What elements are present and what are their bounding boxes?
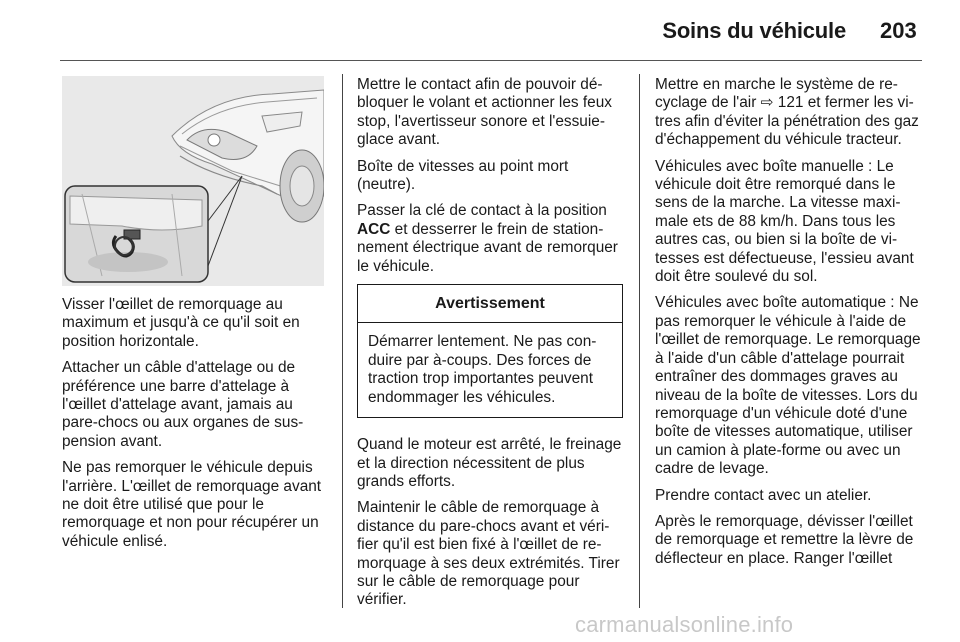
acc-label: ACC: [357, 220, 391, 238]
text-span: 121 et fermer les vitres afin d'éviter la pénétration des gaz d'échappement du véhicule tracteur.: [655, 94, 919, 149]
text-span: Passer la clé de contact à la position: [357, 202, 607, 220]
paragraph: Mettre le contact afin de pouvoir débloquer le volant et actionner les feux stop, l'avertisseur sonore et l'essuie-glace avant.: [357, 76, 612, 149]
paragraph: Attacher un câble d'attelage ou de préférence une barre d'attelage à l'œillet d'attelage avant, jamais au pare-chocs ou aux organes de suspension avant.: [62, 359, 304, 450]
text-span: et desserrer le frein de stationnement électrique avant de remorquer le véhicule.: [357, 220, 618, 275]
warning-title: Avertissement: [358, 285, 622, 323]
column-divider: [342, 74, 343, 608]
paragraph: Boîte de vitesses au point mort (neutre).: [357, 157, 569, 194]
section-title: Soins du véhicule: [662, 18, 846, 43]
paragraph: Après le remorquage, dévisser l'œillet de remorquage et remettre la lèvre de déflecteur en place. Ranger l'œillet: [655, 512, 914, 567]
acc-paragraph: [357, 202, 623, 276]
page-number: 203: [880, 18, 917, 43]
warning-box: [357, 284, 623, 418]
paragraph: Visser l'œillet de remorquage au maximum et jusqu'à ce qu'il soit en position horizontale.: [62, 296, 300, 350]
paragraph: Maintenir le câble de remorquage à distance du pare-chocs avant et vérifier qu'il est bien fixé à l'œillet de remorquage à ses deux extrémités. Tirer sur le câble de remorquage pour vérifier.: [357, 499, 620, 609]
text-span: Mettre en marche le système de recyclage de l'air: [655, 76, 898, 112]
watermark: carmanualsonline.info: [575, 612, 794, 637]
paragraph: Véhicules avec boîte automatique : Ne pas remorquer le véhicule à l'aide de l'œillet de remorquage. Le remorquage à l'aide d'un câble d'attelage pourrait entraîner des dommages graves au niveau de la boîte de vitesses. Lors du remorquage d'un véhicule doté d'une boîte de vitesses automatique, utiliser un camion à plate-forme ou avec un cadre de levage.: [655, 294, 921, 478]
text-column-3: [655, 76, 921, 576]
paragraph: Véhicules avec boîte manuelle : Le véhicule doit être remorqué dans le sens de la marche. La vitesse maximale ets de 88 km/h. Dans tous les autres cas, ou bien si la boîte de vitesses est défectueuse, l'essieu avant doit être soulevé du sol.: [655, 157, 914, 286]
column-divider: [639, 74, 640, 608]
paragraph: Prendre contact avec un atelier.: [655, 486, 872, 504]
recirculation-paragraph: [655, 76, 921, 150]
text-column-2: [357, 76, 623, 618]
paragraph: Ne pas remorquer le véhicule depuis l'arrière. L'œillet de remorquage avant ne doit être utilisé que pour le remorquage et non pour récupérer un véhicule enlisé.: [62, 459, 322, 550]
paragraph: Quand le moteur est arrêté, le freinage et la direction nécessitent de plus grands efforts.: [357, 436, 622, 490]
warning-text: Démarrer lentement. Ne pas conduire par à-coups. Des forces de traction trop importantes peuvent endommager les véhicules.: [368, 333, 597, 406]
text-column-1: [62, 296, 328, 559]
arrow-ref-icon[interactable]: ⇨: [760, 94, 774, 112]
header-rule: [60, 60, 922, 61]
car-front-tow-eye-illustration: [62, 76, 324, 286]
